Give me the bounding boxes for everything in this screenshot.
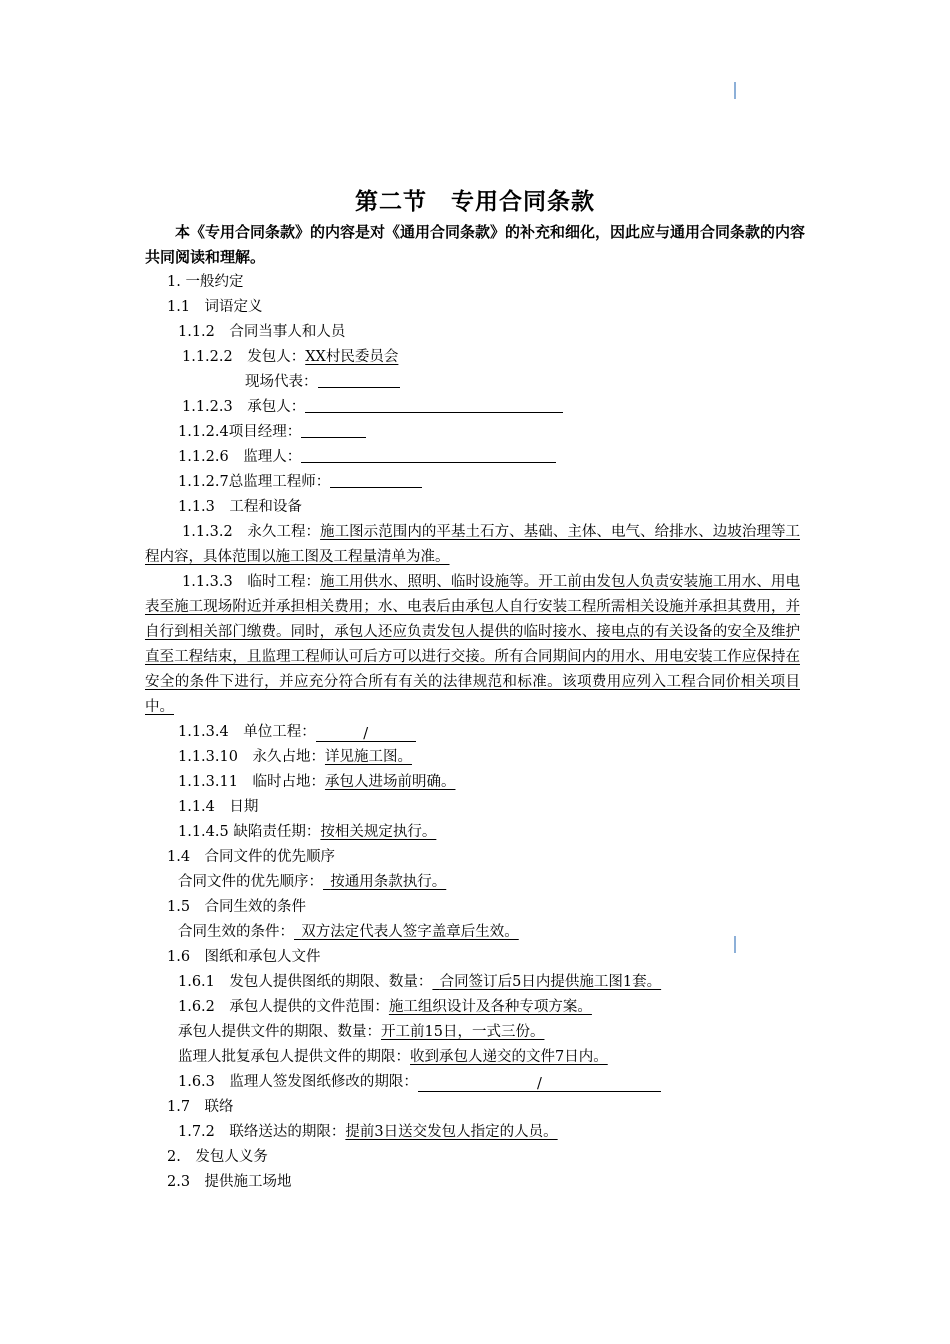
temporary-land-value: 承包人进场前明确。 bbox=[324, 774, 456, 790]
clause-label: 1.1.3.11 临时占地： bbox=[178, 774, 325, 790]
clause-label: 合同生效的条件： bbox=[178, 924, 294, 940]
heading-1-4: 1.4 合同文件的优先顺序 bbox=[167, 849, 336, 865]
clause-label: 1.1.3.10 永久占地： bbox=[178, 749, 325, 765]
clause-label: 承包人提供文件的期限、数量： bbox=[178, 1024, 381, 1040]
defects-period-value: 按相关规定执行。 bbox=[320, 824, 437, 840]
clause-1-1-3-4 bbox=[178, 720, 416, 745]
section-title: 第二节 专用合同条款 bbox=[355, 189, 595, 215]
clause-label: 监理人批复承包人提供文件的期限： bbox=[178, 1049, 410, 1065]
heading-1-5: 1.5 合同生效的条件 bbox=[167, 899, 307, 915]
clause-label: 合同文件的优先顺序： bbox=[178, 874, 323, 890]
contact-period-value: 提前3日送交发包人指定的人员。 bbox=[345, 1124, 558, 1140]
documents-period-value: 开工前15日，一式三份。 bbox=[381, 1024, 545, 1040]
blank-field: / bbox=[418, 1072, 661, 1092]
cursor-mark-middle bbox=[734, 936, 736, 953]
blank-field bbox=[318, 371, 400, 388]
heading-1-1-4: 1.1.4 日期 bbox=[178, 799, 259, 815]
clause-1-1-2-4 bbox=[178, 420, 366, 445]
priority-value bbox=[323, 874, 446, 890]
clause-1-1-2-7 bbox=[178, 470, 422, 495]
clause-1-1-3-2 bbox=[145, 520, 800, 570]
clause-label: 1.1.4.5 缺陷责任期： bbox=[178, 824, 321, 840]
clause-label: 1.6.3 监理人签发图纸修改的期限： bbox=[178, 1074, 418, 1090]
effect-conditions bbox=[178, 920, 519, 945]
effect-value bbox=[294, 924, 519, 940]
heading-1-6: 1.6 图纸和承包人文件 bbox=[167, 949, 321, 965]
clause-1-6-1 bbox=[178, 970, 661, 995]
clause-label: 1.1.3.4 单位工程： bbox=[178, 724, 316, 740]
clause-1-1-3-11 bbox=[178, 770, 455, 795]
clause-1-1-2-3 bbox=[182, 395, 563, 420]
clause-1-1-3-10 bbox=[178, 745, 412, 770]
blank-field bbox=[301, 421, 366, 438]
heading-1: 1. 一般约定 bbox=[167, 274, 244, 290]
clause-label: 1.7.2 联络送达的期限： bbox=[178, 1124, 346, 1140]
permanent-land-value: 详见施工图。 bbox=[324, 749, 412, 765]
heading-1-1-2: 1.1.2 合同当事人和人员 bbox=[178, 324, 346, 340]
clause-label: 1.1.2.4项目经理： bbox=[178, 424, 302, 440]
heading-1-1: 1.1 词语定义 bbox=[167, 299, 263, 315]
blank-field: / bbox=[316, 722, 416, 742]
site-representative bbox=[245, 370, 400, 395]
heading-2-3: 2.3 提供施工场地 bbox=[167, 1174, 292, 1190]
effect-value-text: 双方法定代表人签字盖章后生效。 bbox=[301, 924, 519, 940]
blank-field bbox=[330, 471, 422, 488]
blank-field bbox=[305, 396, 563, 413]
clause-label: 1.1.3.3 临时工程： bbox=[182, 574, 321, 590]
clause-label: 1.1.2.7总监理工程师： bbox=[178, 474, 331, 490]
approval-period-value: 收到承包人递交的文件7日内。 bbox=[410, 1049, 608, 1065]
blank-field bbox=[301, 446, 556, 463]
drawings-value bbox=[432, 974, 661, 990]
clause-label: 1.1.3.2 永久工程： bbox=[182, 524, 321, 540]
clause-1-1-2-2 bbox=[182, 345, 398, 370]
priority-value-text: 按通用条款执行。 bbox=[330, 874, 447, 890]
clause-label: 1.1.2.3 承包人： bbox=[182, 399, 306, 415]
clause-label: 1.6.1 发包人提供图纸的期限、数量： bbox=[178, 974, 433, 990]
documents-scope-value: 施工组织设计及各种专项方案。 bbox=[388, 999, 592, 1015]
heading-2: 2. 发包人义务 bbox=[167, 1149, 268, 1165]
approval-period bbox=[178, 1045, 608, 1070]
clause-label: 1.1.2.6 监理人： bbox=[178, 449, 302, 465]
clause-1-1-2-6 bbox=[178, 445, 556, 470]
clause-1-1-4-5 bbox=[178, 820, 436, 845]
clause-1-1-3-3 bbox=[145, 570, 800, 720]
clause-label: 1.6.2 承包人提供的文件范围： bbox=[178, 999, 389, 1015]
heading-1-1-3: 1.1.3 工程和设备 bbox=[178, 499, 302, 515]
heading-1-7: 1.7 联络 bbox=[167, 1099, 234, 1115]
documents-period bbox=[178, 1020, 544, 1045]
clause-1-6-2 bbox=[178, 995, 592, 1020]
temporary-works-text: 施工用供水、照明、临时设施等。开工前由发包人负责安装施工用水、用电表至施工现场附近并承担相关费用；水、电表后由承包人自行安装工程所需相关设施并承担其费用，并自行到相关部门缴费。同时，承包人还应负责发包人提供的临时接水、接电点的有关设备的安全及维护直至工程结束，且监理工程师认可后方可以进行交接。所有合同期间内的用水、用电安装工作应保持在安全的条件下进行，并应充分符合所有有关的法律规范和标准。该项费用应列入工程合同价相关项目中。 bbox=[145, 574, 800, 715]
clause-label: 1.1.2.2 发包人： bbox=[182, 349, 306, 365]
clause-1-6-3 bbox=[178, 1070, 661, 1095]
clause-1-7-2 bbox=[178, 1120, 558, 1145]
priority-order bbox=[178, 870, 446, 895]
drawings-value-text: 合同签订后5日内提供施工图1套。 bbox=[439, 974, 662, 990]
employer-name: XX村民委员会 bbox=[305, 349, 399, 365]
intro-paragraph: 本《专用合同条款》的内容是对《通用合同条款》的补充和细化，因此应与通用合同条款的内容共同阅读和理解。 bbox=[145, 223, 806, 266]
cursor-mark-top bbox=[734, 82, 736, 99]
clause-label: 现场代表： bbox=[245, 374, 318, 390]
permanent-works-text: 施工图示范围内的平基土石方、基础、主体、电气、给排水、边坡治理等工程内容，具体范围以施工图及工程量清单为准。 bbox=[145, 524, 800, 565]
